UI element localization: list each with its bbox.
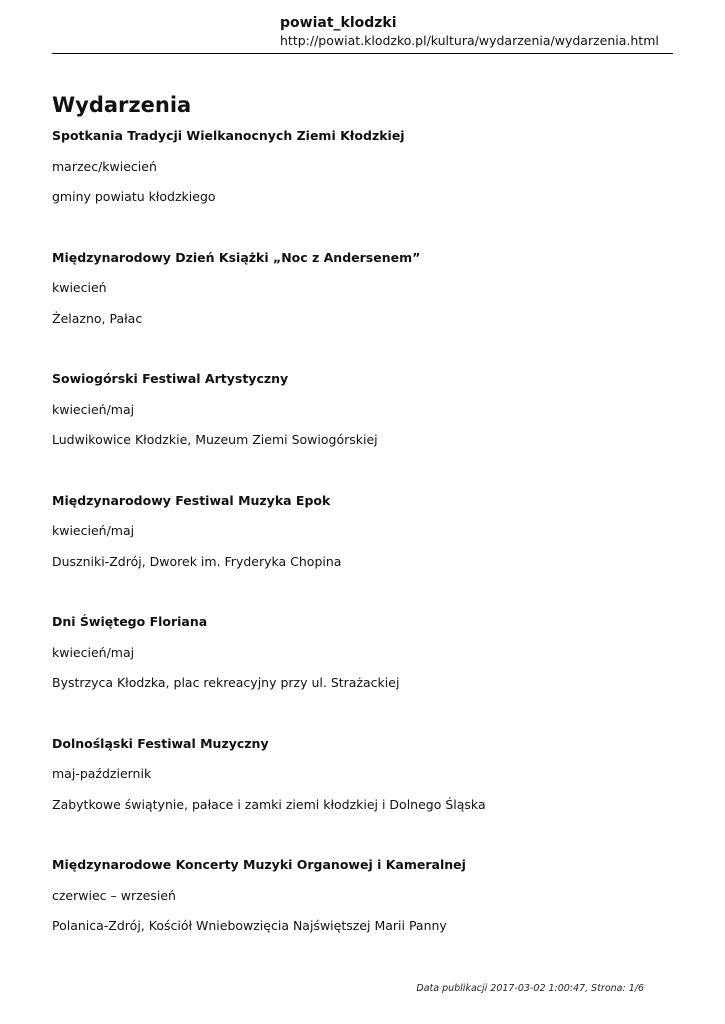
event-item: [52, 369, 673, 491]
page-header: [52, 14, 673, 54]
event-item: [52, 491, 673, 613]
publication-footer: Data publikacji 2017-03-02 1:00:47, Strona: 1/6: [416, 983, 644, 994]
event-title: Sowiogórski Festiwal Artystyczny: [52, 371, 289, 386]
header-divider: [52, 53, 673, 54]
event-date: maj-październik: [52, 766, 152, 781]
event-date: kwiecień/maj: [52, 401, 135, 417]
event-title: Międzynarodowy Dzień Książki „Noc z Andersenem”: [52, 249, 421, 265]
event-date: czerwiec – wrzesień: [52, 887, 176, 903]
event-place: Duszniki-Zdrój, Dworek im. Fryderyka Chopina: [52, 553, 342, 569]
event-title: Międzynarodowy Festiwal Muzyka Epok: [52, 492, 331, 508]
event-title: Spotkania Tradycji Wielkanocnych Ziemi Kłodzkiej: [52, 128, 405, 143]
site-name: powiat_klodzki: [280, 15, 397, 31]
event-item: [52, 855, 673, 977]
page-title: Wydarzenia: [52, 93, 192, 117]
event-place: Polanica-Zdrój, Kościół Wniebowzięcia Najświętszej Marii Panny: [52, 918, 447, 933]
event-date: kwiecień: [52, 280, 107, 295]
event-title: Dni Świętego Floriana: [52, 614, 208, 629]
event-place: Zabytkowe świątynie, pałace i zamki ziemi kłodzkiej i Dolnego Śląska: [52, 796, 486, 812]
event-title: Międzynarodowe Koncerty Muzyki Organowej i Kameralnej: [52, 857, 466, 872]
event-date: kwiecień/maj: [52, 523, 135, 538]
event-date: kwiecień/maj: [52, 644, 135, 660]
event-item: [52, 734, 673, 856]
event-list: [52, 126, 673, 977]
event-item: [52, 248, 673, 370]
event-place: Żelazno, Pałac: [52, 310, 143, 326]
event-title: Dolnośląski Festiwal Muzyczny: [52, 735, 269, 751]
event-date: marzec/kwiecień: [52, 158, 157, 174]
event-item: [52, 612, 673, 734]
event-place: gminy powiatu kłodzkiego: [52, 189, 216, 204]
site-url: http://powiat.klodzko.pl/kultura/wydarzenia/wydarzenia.html: [280, 33, 659, 48]
event-item: [52, 126, 673, 248]
event-place: Bystrzyca Kłodzka, plac rekreacyjny przy ul. Strażackiej: [52, 675, 400, 690]
event-place: Ludwikowice Kłodzkie, Muzeum Ziemi Sowiogórskiej: [52, 432, 378, 447]
